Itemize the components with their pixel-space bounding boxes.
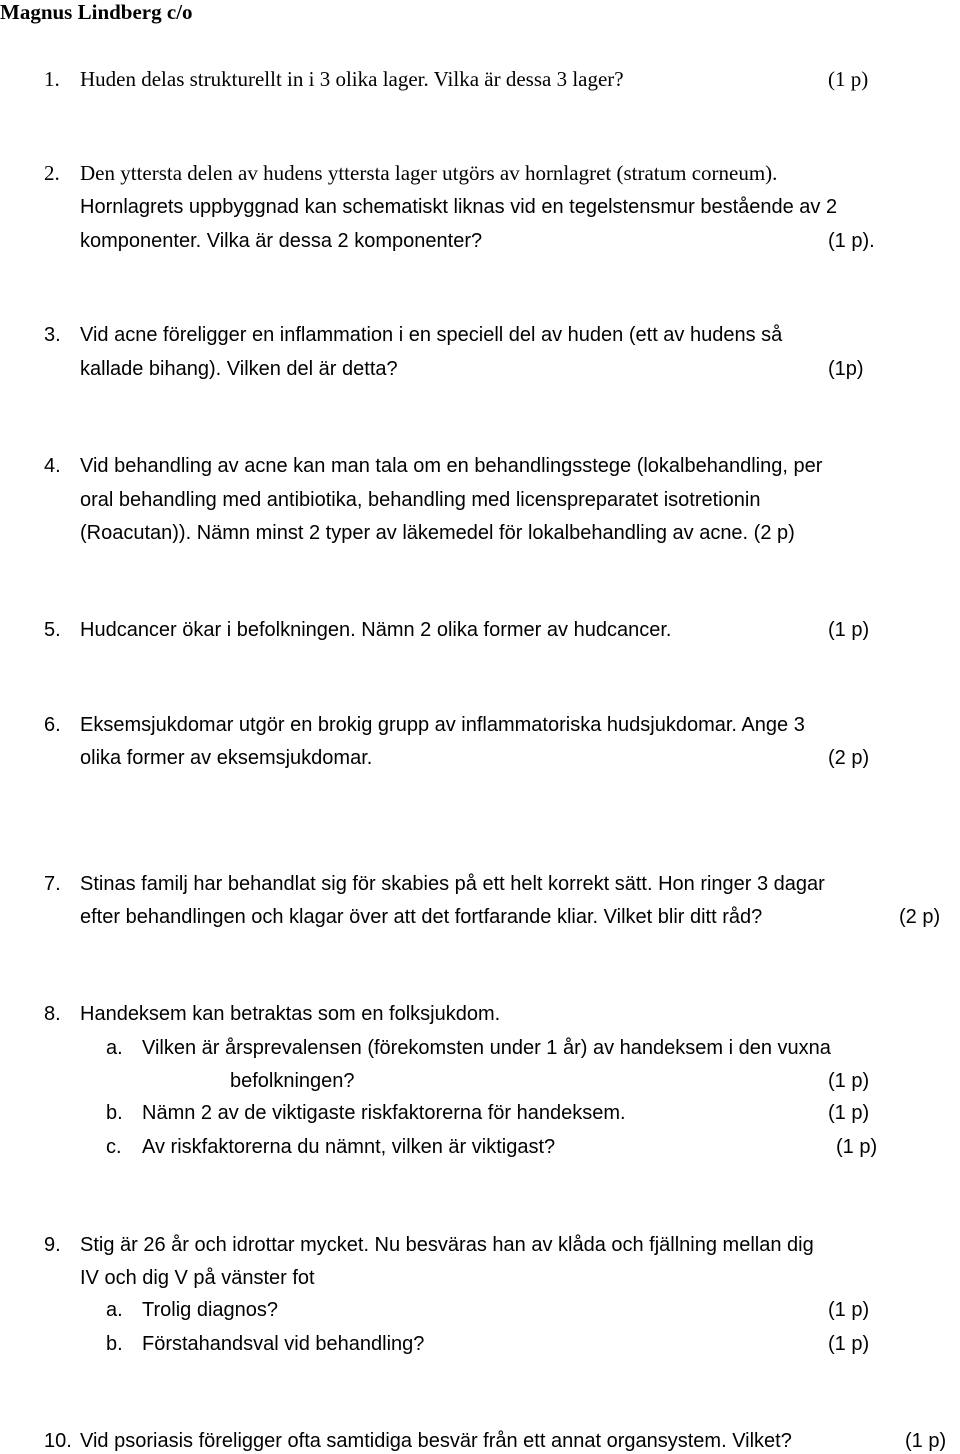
question-points: (2 p) bbox=[828, 747, 870, 769]
question-text: IV och dig V på vänster fot bbox=[80, 1267, 315, 1289]
question-number: 10. bbox=[44, 1430, 72, 1452]
subquestion-text: Vilken är årsprevalensen (förekomsten under 1 år) av handeksem i den vuxna bbox=[142, 1037, 831, 1059]
subquestion-label: b. bbox=[106, 1102, 123, 1124]
question-text: Hornlagrets uppbyggnad kan schematiskt liknas vid en tegelstensmur bestående av 2 bbox=[80, 196, 838, 218]
question-points: (1p) bbox=[828, 358, 864, 380]
subquestion-text: Förstahandsval vid behandling? bbox=[142, 1333, 425, 1355]
question-points: (1 p) bbox=[828, 1333, 870, 1355]
question-text: efter behandlingen och klagar över att det fortfarande kliar. Vilket blir ditt råd? bbox=[80, 906, 763, 928]
question-text: oral behandling med antibiotika, behandling med licenspreparatet isotretionin bbox=[80, 489, 761, 511]
question-number: 4. bbox=[44, 455, 61, 477]
question-text: Stinas familj har behandlat sig för skabies på ett helt korrekt sätt. Hon ringer 3 dagar bbox=[80, 873, 825, 895]
question-text: Vid acne föreligger en inflammation i en speciell del av huden (ett av hudens så bbox=[80, 324, 783, 346]
subquestion-label: a. bbox=[106, 1037, 123, 1059]
question-points: (1 p) bbox=[828, 1299, 870, 1321]
question-text: Handeksem kan betraktas som en folksjukdom. bbox=[80, 1003, 501, 1025]
subquestion-text: Av riskfaktorerna du nämnt, vilken är viktigast? bbox=[142, 1136, 556, 1158]
question-number: 3. bbox=[44, 324, 61, 346]
question-number: 5. bbox=[44, 619, 61, 641]
question-number: 6. bbox=[44, 714, 61, 736]
subquestion-label: a. bbox=[106, 1299, 123, 1321]
question-points: (1 p) bbox=[828, 1102, 870, 1124]
question-number: 7. bbox=[44, 873, 61, 895]
question-text: kallade bihang). Vilken del är detta? bbox=[80, 358, 398, 380]
question-points: (1 p) bbox=[828, 67, 869, 91]
subquestion-text: befolkningen? bbox=[230, 1070, 355, 1092]
subquestion-text: Trolig diagnos? bbox=[142, 1299, 279, 1321]
question-text: (Roacutan)). Nämn minst 2 typer av läkemedel för lokalbehandling av acne. (2 p) bbox=[80, 522, 795, 544]
question-text: Hudcancer ökar i befolkningen. Nämn 2 olika former av hudcancer. bbox=[80, 619, 672, 641]
question-text: Vid behandling av acne kan man tala om en behandlingsstege (lokalbehandling, per bbox=[80, 455, 823, 477]
question-number: 2. bbox=[44, 161, 60, 185]
question-points: (1 p) bbox=[836, 1136, 878, 1158]
question-number: 8. bbox=[44, 1003, 61, 1025]
question-text: Den yttersta delen av hudens yttersta lager utgörs av hornlagret (stratum corneum). bbox=[80, 161, 778, 185]
question-text: Vid psoriasis föreligger ofta samtidiga besvär från ett annat organsystem. Vilket? bbox=[80, 1430, 792, 1452]
question-text: Huden delas strukturellt in i 3 olika lager. Vilka är dessa 3 lager? bbox=[80, 67, 624, 91]
question-points: (1 p) bbox=[828, 1070, 870, 1092]
question-points: (1 p) bbox=[905, 1430, 947, 1452]
subquestion-label: c. bbox=[106, 1136, 122, 1158]
question-points: (1 p). bbox=[828, 230, 875, 252]
subquestion-label: b. bbox=[106, 1333, 123, 1355]
question-text: komponenter. Vilka är dessa 2 komponenter? bbox=[80, 230, 483, 252]
question-text: Eksemsjukdomar utgör en brokig grupp av inflammatoriska hudsjukdomar. Ange 3 bbox=[80, 714, 805, 736]
question-points: (1 p) bbox=[828, 619, 870, 641]
page-title: Magnus Lindberg c/o bbox=[0, 0, 193, 24]
question-number: 1. bbox=[44, 67, 60, 91]
question-number: 9. bbox=[44, 1234, 61, 1256]
subquestion-text: Nämn 2 av de viktigaste riskfaktorerna för handeksem. bbox=[142, 1102, 626, 1124]
question-text: Stig är 26 år och idrottar mycket. Nu besväras han av klåda och fjällning mellan dig bbox=[80, 1234, 814, 1256]
question-points: (2 p) bbox=[899, 906, 941, 928]
question-text: olika former av eksemsjukdomar. bbox=[80, 747, 373, 769]
